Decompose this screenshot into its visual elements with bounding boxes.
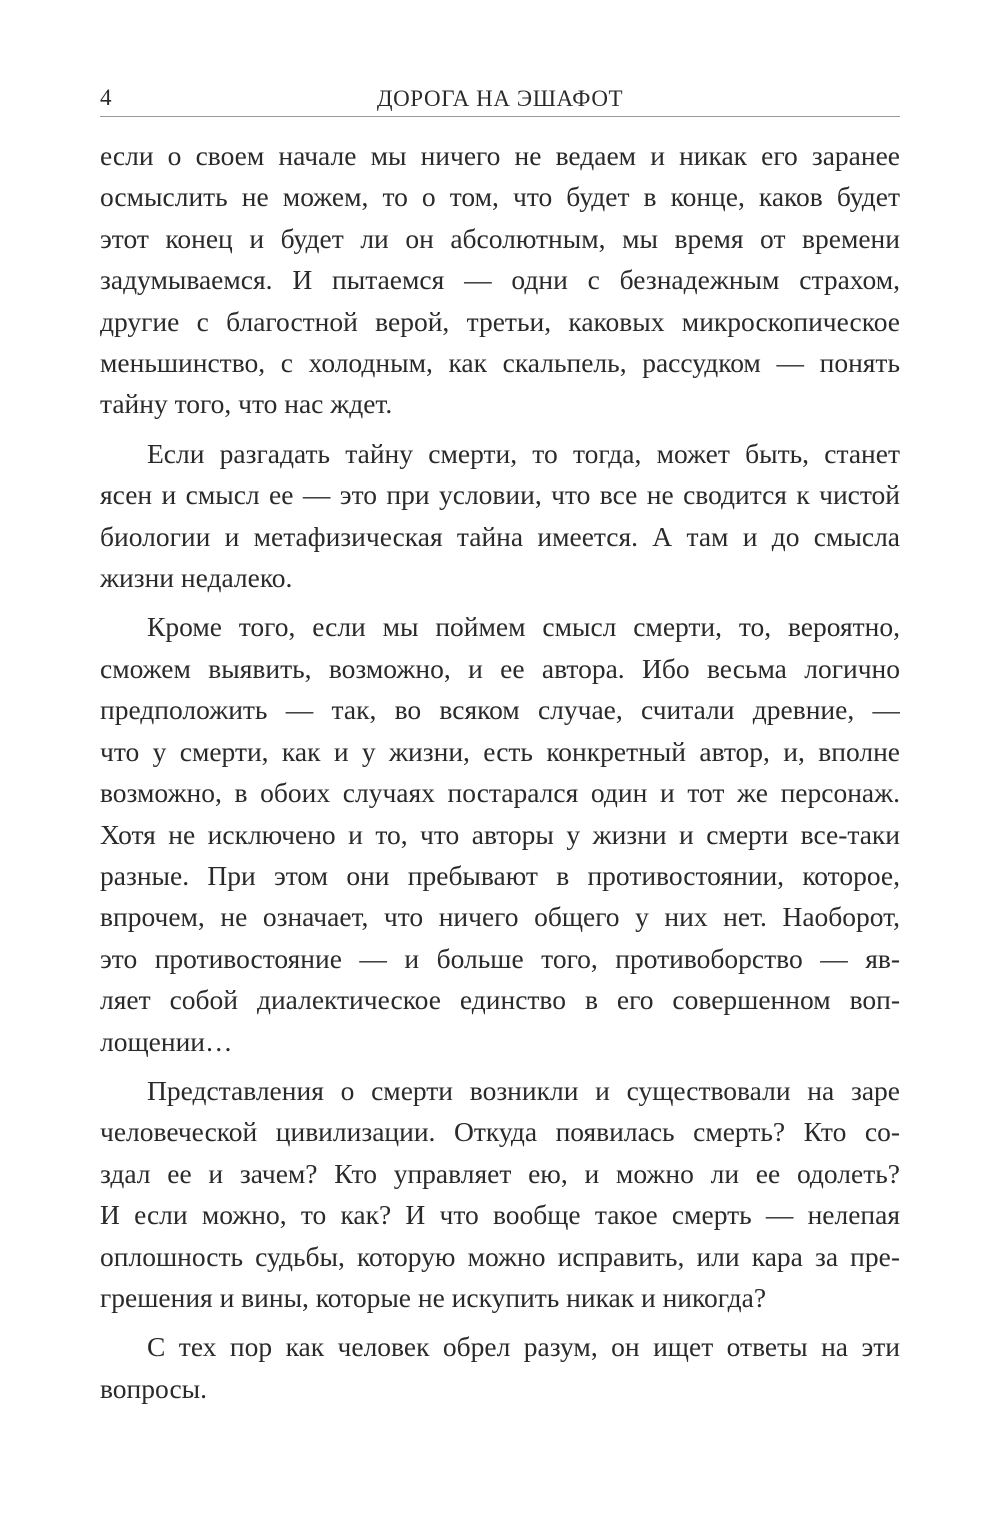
text-line: вопросы. xyxy=(100,1372,208,1404)
paragraph xyxy=(100,1326,900,1409)
text-line: меньшинство, с холодным, как скальпель, рассудком — понять xyxy=(100,347,900,379)
book-page xyxy=(100,78,900,1417)
text-line: Если разгадать тайну смерти, то тогда, может быть, станет xyxy=(147,437,900,469)
page-number: 4 xyxy=(100,85,112,110)
text-line: это противостояние — и больше того, противоборство — яв- xyxy=(100,942,900,974)
text-line: сможем выявить, возможно, и ее автора. Ибо весьма логично xyxy=(100,652,900,684)
text-line: если о своем начале мы ничего не ведаем и никак его заранее xyxy=(100,140,900,171)
text-line: ляет собой диалектическое единство в его совершенном воп- xyxy=(100,984,900,1016)
text-line: впрочем, не означает, что ничего общего у них нет. Наоборот, xyxy=(100,901,900,933)
text-line: возможно, в обоих случаях постарался один и тот же персонаж. xyxy=(100,777,900,809)
text-line: что у смерти, как и у жизни, есть конкретный автор, и, вполне xyxy=(100,735,900,767)
text-line: этот конец и будет ли он абсолютным, мы время от времени xyxy=(100,222,900,254)
text-line: здал ее и зачем? Кто управляет ею, и можно ли ее одолеть? xyxy=(100,1157,900,1189)
text-line: И если можно, то как? И что вообще такое смерть — нелепая xyxy=(100,1199,900,1231)
paragraph xyxy=(100,135,900,425)
text-line: человеческой цивилизации. Откуда появилась смерть? Кто со- xyxy=(100,1116,900,1148)
text-line: ясен и смысл ее — это при условии, что все не сводится к чистой xyxy=(100,479,900,511)
text-line: грешения и вины, которые не искупить никак и никогда? xyxy=(100,1281,767,1313)
text-line: разные. При этом они пребывают в противостоянии, которое, xyxy=(100,859,900,891)
text-line: другие с благостной верой, третьи, каковых микроскопическое xyxy=(100,305,900,337)
running-head xyxy=(100,78,900,117)
text-line: С тех пор как человек обрел разум, он ищет ответы на эти xyxy=(147,1331,900,1363)
text-line: Кроме того, если мы поймем смысл смерти, то, вероятно, xyxy=(147,611,900,643)
text-line: лощении… xyxy=(100,1025,233,1057)
text-line: Хотя не исключено и то, что авторы у жизни и смерти все-таки xyxy=(100,818,900,850)
running-title: ДОРОГА НА ЭШАФОТ xyxy=(376,86,624,111)
text-line: задумываемся. И пытаемся — одни с безнадежным страхом, xyxy=(100,264,900,296)
text-line: осмыслить не можем, то о том, что будет в конце, каков будет xyxy=(100,181,900,213)
body-text xyxy=(100,135,900,1409)
text-line: предположить — так, во всяком случае, считали древние, — xyxy=(100,694,900,726)
text-line: Представления о смерти возникли и существовали на заре xyxy=(147,1074,900,1106)
text-line: биологии и метафизическая тайна имеется. А там и до смысла xyxy=(100,520,900,552)
text-line: тайну того, что нас ждет. xyxy=(100,388,393,420)
paragraph xyxy=(100,433,900,599)
text-line: жизни недалеко. xyxy=(100,562,293,594)
paragraph xyxy=(100,1070,900,1318)
paragraph xyxy=(100,606,900,1061)
text-line: оплошность судьбы, которую можно исправить, или кара за пре- xyxy=(100,1240,900,1272)
